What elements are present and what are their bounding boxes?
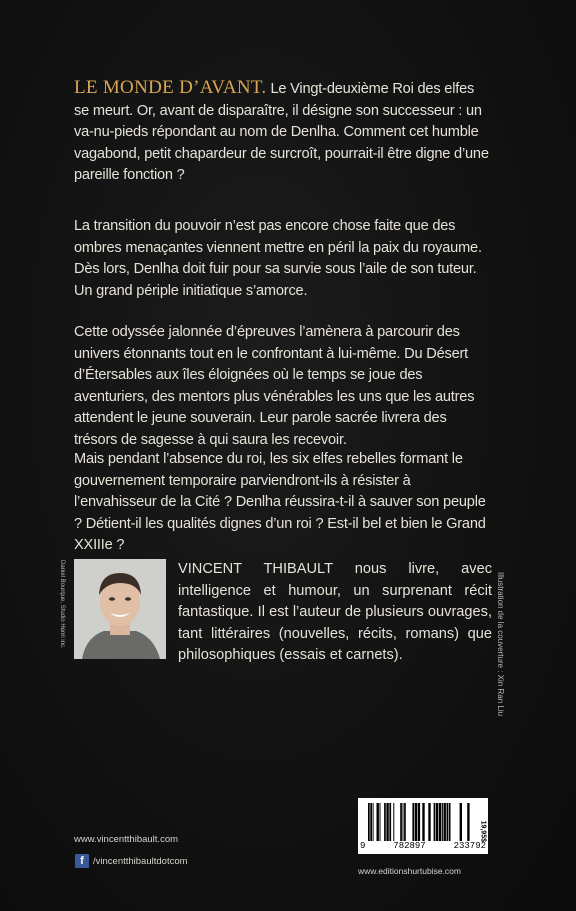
- barcode-stripe: [400, 803, 402, 841]
- barcode-stripe: [415, 803, 417, 841]
- barcode-stripe: [436, 803, 438, 841]
- price-label: 19,95$: [479, 820, 486, 842]
- blurb-paragraph-1: [74, 77, 492, 187]
- barcode-stripe: [393, 803, 394, 841]
- blurb-paragraph-4: Mais pendant l’absence du roi, les six elfes rebelles formant le gouvernement temporaire parviendront-ils à résister à l’envahisseur de la Cité ? Denlha réussira-t-il à sauver son peuple ? Détient-il les qualités dignes d’un roi ? Est-il bel et bien le Grand XXIIIe ?: [74, 451, 486, 553]
- facebook-handle[interactable]: /vincentthibaultdotcom: [93, 856, 188, 867]
- barcode-stripe: [460, 803, 462, 841]
- barcode-stripe: [373, 803, 374, 841]
- barcode-stripe: [370, 803, 372, 841]
- barcode-stripe: [447, 803, 449, 841]
- barcode-stripe: [442, 803, 443, 841]
- blurb-paragraph-2: La transition du pouvoir n’est pas encore chose faite que des ombres menaçantes viennent mettre en péril la paix du royaume. Dès lors, Denlha doit fuir pour sa survie sous l’aile de son tuteur. Un grand périple initiatique s’amorce.: [74, 218, 482, 299]
- barcode-stripe: [384, 803, 386, 841]
- barcode-stripe: [444, 803, 446, 841]
- barcode-stripe: [380, 803, 381, 841]
- barcode-stripe: [377, 803, 379, 841]
- isbn-digits: [360, 841, 486, 851]
- isbn-barcode: [358, 798, 488, 854]
- barcode-stripe: [418, 803, 420, 841]
- author-portrait-image: [74, 559, 166, 659]
- facebook-icon: f: [75, 854, 89, 868]
- barcode-stripe: [439, 803, 441, 841]
- barcode-stripe: [467, 803, 469, 841]
- barcode-stripe: [368, 803, 370, 841]
- author-photo: [74, 559, 166, 659]
- illustration-credit: Illustration de la couverture : Xin Ran Liu: [496, 572, 505, 717]
- barcode-stripe: [386, 803, 388, 841]
- barcode-bars: [366, 803, 470, 841]
- barcode-stripe: [449, 803, 451, 841]
- barcode-stripe: [389, 803, 391, 841]
- blurb-lead-title: LE MONDE D’AVANT.: [74, 77, 267, 98]
- author-bio: VINCENT THIBAULT nous livre, avec intelligence et humour, un surprenant récit fantastique. Il est l’auteur de plusieurs ouvrages, tant littéraires (nouvelles, récits, romans) que philosophiques (essais et carnets).: [178, 561, 492, 663]
- photo-credit: Daniel Bourque, Studio Henri inc.: [59, 560, 65, 649]
- blurb-p1-text: Le Vingt-deuxième Roi des elfes se meurt. Or, avant de disparaître, il désigne son successeur : un va-nu-pieds répondant au nom de Denlha. Comment cet humble vagabond, petit chapardeur de surcroît, pourrait-il être digne d’une pareille fonction ?: [74, 81, 489, 183]
- publisher-website[interactable]: www.editionshurtubise.com: [358, 866, 461, 876]
- barcode-stripe: [422, 803, 424, 841]
- barcode-stripe: [428, 803, 430, 841]
- barcode-stripe: [404, 803, 406, 841]
- blurb-paragraph-3: Cette odyssée jalonnée d’épreuves l’amènera à parcourir des univers étonnants tout en le confrontant à lui-même. Du Désert d’Étersables aux îles éloignées où le temps se joue des aventuriers, des mentors plus vénérables les uns que les autres attendent le jeune souverain. Leur parole sacrée livrera des trésors de sagesse à qui saura les recevoir.: [74, 324, 475, 448]
- isbn-digit-group-2: 782897: [393, 841, 426, 851]
- barcode-stripe: [412, 803, 414, 841]
- isbn-digit-group-3: 233792: [453, 841, 486, 851]
- isbn-digit-group-1: 9: [360, 841, 366, 851]
- barcode-stripe: [434, 803, 436, 841]
- barcode-stripe: [403, 803, 404, 841]
- author-website[interactable]: www.vincentthibault.com: [74, 834, 179, 845]
